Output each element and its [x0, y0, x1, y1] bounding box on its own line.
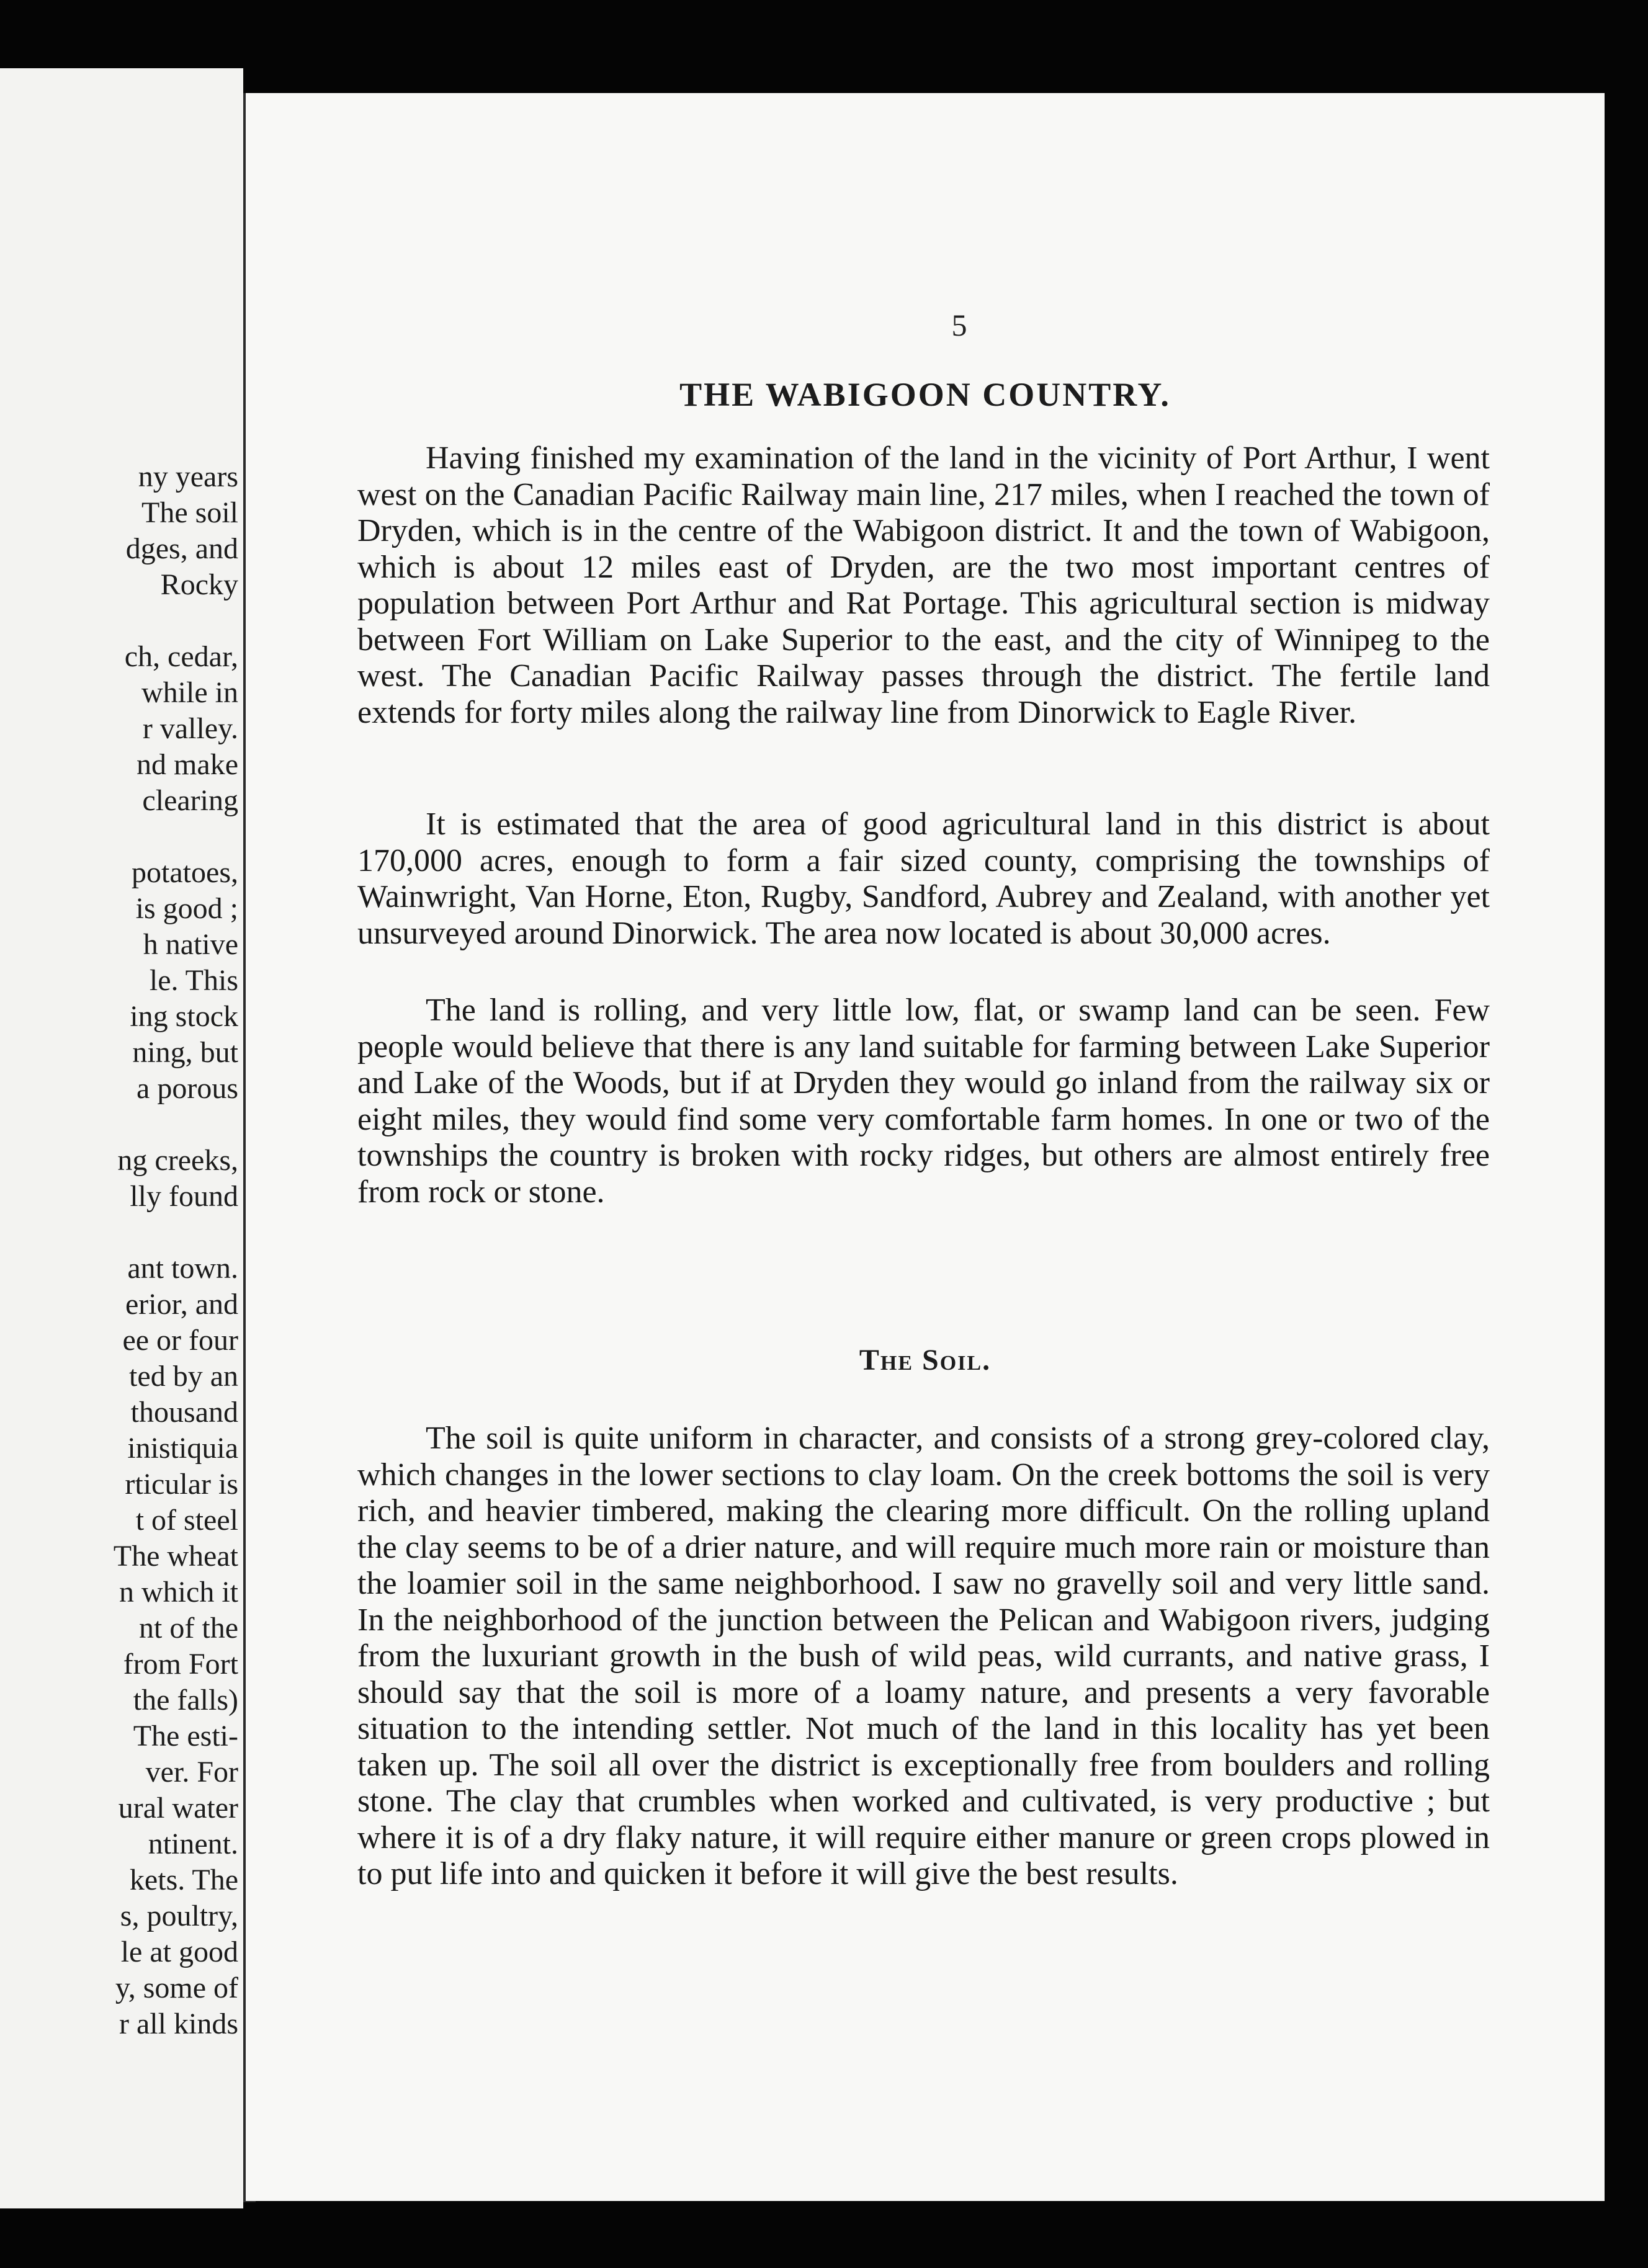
left-page-line-fragment: ant town.: [127, 1252, 238, 1285]
left-page-line-fragment: y, some of: [115, 1971, 238, 2004]
left-page-line-fragment: le at good: [120, 1935, 238, 1968]
left-page-line-fragment: ning, but: [132, 1036, 238, 1069]
left-page-line-fragment: n which it: [119, 1576, 238, 1609]
page-right: [246, 93, 1605, 2201]
left-page-line-fragment: ntinent.: [148, 1828, 238, 1860]
left-page-line-fragment: r all kinds: [119, 2007, 238, 2040]
paragraph-soil-description: The soil is quite uniform in character, and consists of a strong grey-colored clay, which changes in the lower sections to clay loam. On the creek bottoms the soil is very rich, and heavier timbered, making the clearing more difficult. On the rolling upland the clay seems to be of a drier nature, and will require much more rain or moisture than the loamier soil in the same neighborhood. I saw no gravelly soil and very little sand. In the neighborhood of the junction between the Pelican and Wabigoon rivers, judging from the luxuriant growth in the bush of wild peas, wild currants, and native grass, I should say that the soil is more of a loamy nature, and presents a very favorable situation to the intending settler. Not much of the land in this locality has yet been taken up. The soil all over the district is exceptionally free from boulders and rolling stone. The clay that crumbles when worked and cultivated, is very productive ; but where it is of a dry flaky nature, it will require either manure or green crops plowed in to put life into and quicken it before it will give the best results.: [357, 1421, 1490, 1891]
left-page-line-fragment: lly found: [130, 1180, 238, 1213]
left-page-line-fragment: thousand: [130, 1396, 238, 1429]
paragraph-agricultural-area: It is estimated that the area of good agricultural land in this district is about 170,000 acres, enough to form a fair sized county, comprising the townships of Wainwright, Van Horne, Eton, Rugby, Sandford, Aubrey and Zealand, with another yet unsurveyed around Dinorwick. The area now located is about 30,000 acres.: [357, 806, 1490, 951]
left-page-line-fragment: potatoes,: [132, 856, 238, 889]
left-page-line-fragment: t of steel: [135, 1504, 238, 1537]
left-page-line-fragment: s, poultry,: [120, 1900, 238, 1932]
left-page-line-fragment: kets. The: [129, 1864, 238, 1896]
left-page-line-fragment: The esti-: [133, 1720, 238, 1752]
left-page-line-fragment: The soil: [141, 496, 238, 529]
left-page-line-fragment: ing stock: [130, 1000, 238, 1033]
left-page-line-fragment: h native: [143, 928, 238, 961]
left-page-line-fragment: dges, and: [125, 532, 238, 565]
left-page-line-fragment: ch, cedar,: [124, 640, 238, 673]
left-page-line-fragment: ted by an: [129, 1360, 238, 1393]
chapter-title: THE WABIGOON COUNTRY.: [679, 376, 1171, 413]
left-page-line-fragment: the falls): [133, 1684, 238, 1717]
paragraph-land-description: The land is rolling, and very little low, flat, or swamp land can be seen. Few people would believe that there is any land suitable for farming between Lake Superior and Lake of the Woods, but if at Dryden they would go inland from the railway six or eight miles, they would find some very comfortable farm homes. In one or two of the townships the country is broken with rocky ridges, but others are almost entirely free from rock or stone.: [357, 993, 1490, 1210]
left-page-line-fragment: ny years: [138, 460, 238, 493]
left-page-line-fragment: nd make: [137, 748, 238, 781]
left-page-line-fragment: The wheat: [113, 1540, 238, 1573]
left-page-text-fragments: [0, 68, 243, 2208]
left-page-line-fragment: is good ;: [135, 892, 238, 925]
left-page-line-fragment: Rocky: [160, 568, 238, 601]
left-page-line-fragment: erior, and: [125, 1288, 238, 1321]
left-page-line-fragment: ee or four: [122, 1324, 238, 1357]
page-number: 5: [951, 308, 967, 342]
left-page-line-fragment: ural water: [118, 1792, 238, 1824]
left-page-line-fragment: ver. For: [145, 1756, 238, 1788]
left-page-line-fragment: nt of the: [139, 1612, 238, 1645]
left-page-line-fragment: from Fort: [123, 1648, 238, 1681]
left-page-line-fragment: le. This: [149, 964, 238, 997]
left-page-line-fragment: while in: [141, 676, 238, 709]
left-page-line-fragment: ng creeks,: [117, 1144, 238, 1177]
paragraph-wabigoon-location: Having finished my examination of the land in the vicinity of Port Arthur, I went west on the Canadian Pacific Railway main line, 217 miles, when I reached the town of Dryden, which is in the centre of the Wabigoon district. It and the town of Wabigoon, which is about 12 miles east of Dryden, are the two most important centres of population between Port Arthur and Rat Portage. This agricultural section is midway between Fort William on Lake Superior to the east, and the city of Winnipeg to the west. The Canadian Pacific Railway passes through the district. The fertile land extends for forty miles along the railway line from Dinorwick to Eagle River.: [357, 440, 1490, 730]
left-page-line-fragment: inistiquia: [127, 1432, 238, 1465]
left-page-line-fragment: rticular is: [125, 1468, 238, 1501]
facing-page-left: [0, 68, 243, 2208]
section-heading-soil: The Soil.: [859, 1344, 992, 1377]
left-page-line-fragment: r valley.: [142, 712, 238, 745]
left-page-line-fragment: clearing: [142, 784, 238, 817]
left-page-line-fragment: a porous: [137, 1072, 238, 1105]
